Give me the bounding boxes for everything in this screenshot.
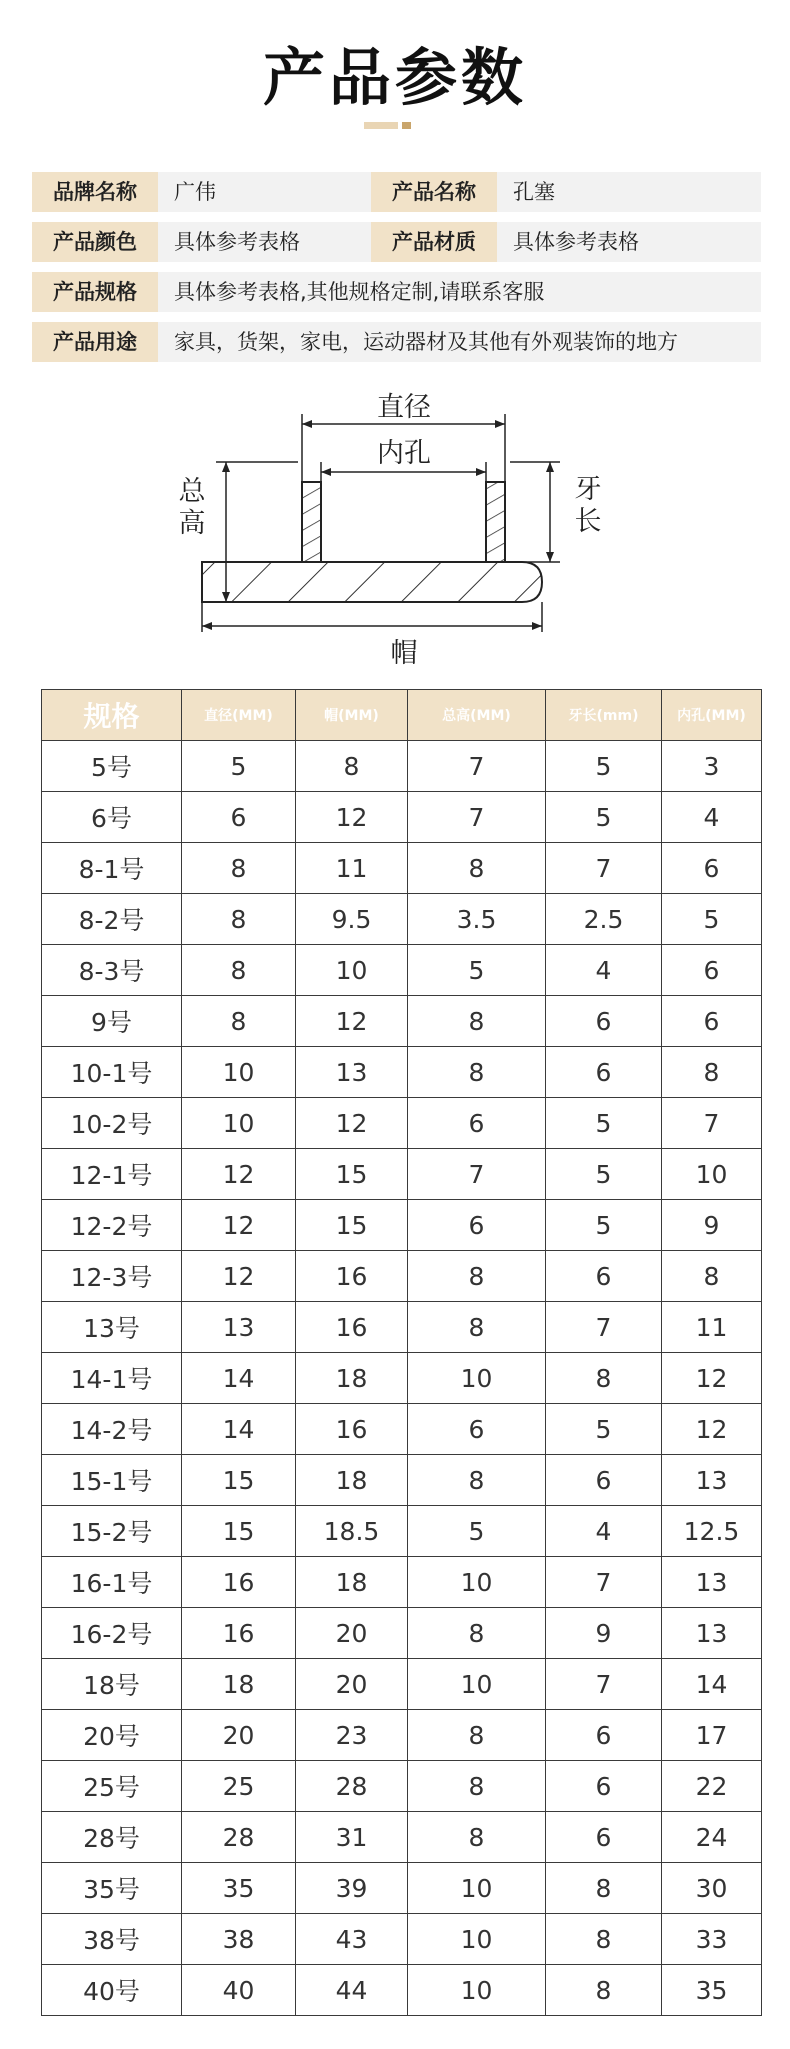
table-row [42,1404,762,1455]
cell-spec: 20号 [42,1710,182,1761]
cell-cap: 20 [296,1608,408,1659]
cell-total-height: 10 [408,1965,546,2016]
cell-spec: 12-1号 [42,1149,182,1200]
total-height-label-bottom: 高 [178,508,206,539]
cell-cap: 44 [296,1965,408,2016]
cell-inner-hole: 13 [662,1608,762,1659]
cell-thread-length: 5 [546,1404,662,1455]
cell-diameter: 8 [182,843,296,894]
cell-total-height: 8 [408,1455,546,1506]
cell-thread-length: 4 [546,945,662,996]
table-row [42,996,762,1047]
cell-spec: 9号 [42,996,182,1047]
cell-thread-length: 7 [546,1659,662,1710]
table-row [42,1812,762,1863]
cell-thread-length: 2.5 [546,894,662,945]
header-diameter: 直径(MM) [182,690,296,741]
cell-spec: 5号 [42,741,182,792]
cell-spec: 16-2号 [42,1608,182,1659]
cell-diameter: 13 [182,1302,296,1353]
cell-total-height: 6 [408,1098,546,1149]
cell-spec: 35号 [42,1863,182,1914]
cell-inner-hole: 9 [662,1200,762,1251]
cell-thread-length: 8 [546,1353,662,1404]
table-row [42,945,762,996]
table-header-row [42,690,762,741]
cell-inner-hole: 8 [662,1047,762,1098]
param-label: 产品用途 [32,322,158,362]
diameter-label: 直径 [377,392,431,423]
table-row [42,1149,762,1200]
cell-cap: 12 [296,1098,408,1149]
cell-diameter: 8 [182,945,296,996]
cell-thread-length: 6 [546,1812,662,1863]
cell-diameter: 12 [182,1200,296,1251]
cell-cap: 11 [296,843,408,894]
cell-total-height: 7 [408,1149,546,1200]
param-row-brand [32,172,761,212]
table-row [42,1659,762,1710]
cell-spec: 15-2号 [42,1506,182,1557]
table-row [42,741,762,792]
header-cap: 帽(MM) [296,690,408,741]
param-value: 具体参考表格 [513,230,639,254]
param-label: 产品名称 [371,172,497,212]
table-row [42,1506,762,1557]
param-value: 具体参考表格,其他规格定制,请联系客服 [174,280,545,304]
dimension-diagram [170,380,620,680]
cell-spec: 28号 [42,1812,182,1863]
table-row [42,1251,762,1302]
cell-total-height: 8 [408,1608,546,1659]
table-row [42,843,762,894]
cell-total-height: 8 [408,1761,546,1812]
inner-hole-label: 内孔 [377,438,431,469]
thread-length-label-bottom: 长 [574,506,602,537]
cell-cap: 16 [296,1302,408,1353]
cell-cap: 16 [296,1251,408,1302]
table-row [42,1761,762,1812]
cell-diameter: 40 [182,1965,296,2016]
table-row [42,1353,762,1404]
cell-spec: 8-3号 [42,945,182,996]
table-row [42,1608,762,1659]
cell-cap: 28 [296,1761,408,1812]
cell-thread-length: 5 [546,792,662,843]
cell-total-height: 8 [408,1251,546,1302]
cell-total-height: 8 [408,996,546,1047]
cell-total-height: 10 [408,1353,546,1404]
cell-thread-length: 6 [546,1455,662,1506]
cell-thread-length: 5 [546,1098,662,1149]
cell-diameter: 28 [182,1812,296,1863]
table-row [42,1455,762,1506]
cell-spec: 40号 [42,1965,182,2016]
param-label: 品牌名称 [32,172,158,212]
cell-diameter: 8 [182,996,296,1047]
table-row [42,1200,762,1251]
cell-spec: 6号 [42,792,182,843]
cell-diameter: 14 [182,1404,296,1455]
cell-total-height: 7 [408,792,546,843]
cell-diameter: 15 [182,1506,296,1557]
table-row [42,1863,762,1914]
param-row-color [32,222,761,262]
cell-thread-length: 5 [546,1200,662,1251]
cell-thread-length: 6 [546,1251,662,1302]
cell-spec: 8-1号 [42,843,182,894]
cell-total-height: 5 [408,1506,546,1557]
cell-spec: 12-2号 [42,1200,182,1251]
param-label: 产品材质 [371,222,497,262]
cell-inner-hole: 13 [662,1455,762,1506]
title-underline-accent [402,122,411,129]
cell-total-height: 6 [408,1404,546,1455]
header-spec: 规格 [42,690,182,741]
param-label: 产品规格 [32,272,158,312]
cell-diameter: 16 [182,1608,296,1659]
cell-cap: 12 [296,792,408,843]
cell-total-height: 3.5 [408,894,546,945]
cell-inner-hole: 4 [662,792,762,843]
cell-spec: 25号 [42,1761,182,1812]
cell-cap: 16 [296,1404,408,1455]
cell-thread-length: 9 [546,1608,662,1659]
cell-inner-hole: 5 [662,894,762,945]
param-value: 孔塞 [513,180,555,204]
cell-spec: 15-1号 [42,1455,182,1506]
cell-cap: 18.5 [296,1506,408,1557]
cell-cap: 15 [296,1200,408,1251]
table-row [42,1098,762,1149]
cell-inner-hole: 6 [662,996,762,1047]
cell-spec: 10-1号 [42,1047,182,1098]
cell-total-height: 10 [408,1659,546,1710]
header-thread-length: 牙长(mm) [546,690,662,741]
cell-diameter: 25 [182,1761,296,1812]
cell-spec: 16-1号 [42,1557,182,1608]
cell-thread-length: 6 [546,1761,662,1812]
cell-thread-length: 7 [546,1557,662,1608]
cell-diameter: 20 [182,1710,296,1761]
cell-thread-length: 6 [546,1047,662,1098]
cell-inner-hole: 17 [662,1710,762,1761]
title-underline [364,122,398,129]
cell-total-height: 6 [408,1200,546,1251]
cell-inner-hole: 12 [662,1404,762,1455]
cell-thread-length: 6 [546,1710,662,1761]
cell-inner-hole: 22 [662,1761,762,1812]
cell-diameter: 12 [182,1149,296,1200]
cell-thread-length: 5 [546,1149,662,1200]
cell-diameter: 14 [182,1353,296,1404]
cell-diameter: 10 [182,1098,296,1149]
cell-total-height: 5 [408,945,546,996]
cell-cap: 15 [296,1149,408,1200]
cell-inner-hole: 8 [662,1251,762,1302]
table-row [42,1710,762,1761]
cell-total-height: 8 [408,843,546,894]
cell-diameter: 16 [182,1557,296,1608]
cell-total-height: 8 [408,1047,546,1098]
cell-inner-hole: 11 [662,1302,762,1353]
param-value: 具体参考表格 [174,230,300,254]
cell-cap: 18 [296,1455,408,1506]
cell-cap: 10 [296,945,408,996]
table-row [42,792,762,843]
cell-thread-length: 6 [546,996,662,1047]
cell-total-height: 10 [408,1914,546,1965]
cell-inner-hole: 6 [662,945,762,996]
cell-inner-hole: 6 [662,843,762,894]
cell-diameter: 12 [182,1251,296,1302]
cell-cap: 13 [296,1047,408,1098]
header-total-height: 总高(MM) [408,690,546,741]
header-inner-hole: 内孔(MM) [662,690,762,741]
cell-thread-length: 4 [546,1506,662,1557]
cell-inner-hole: 12 [662,1353,762,1404]
table-row [42,1965,762,2016]
cell-total-height: 8 [408,1302,546,1353]
cell-thread-length: 5 [546,741,662,792]
cell-cap: 31 [296,1812,408,1863]
cell-spec: 12-3号 [42,1251,182,1302]
cell-cap: 8 [296,741,408,792]
cell-inner-hole: 30 [662,1863,762,1914]
cell-cap: 9.5 [296,894,408,945]
cell-total-height: 10 [408,1557,546,1608]
param-label: 产品颜色 [32,222,158,262]
cell-diameter: 5 [182,741,296,792]
cell-total-height: 7 [408,741,546,792]
table-row [42,1302,762,1353]
cell-total-height: 8 [408,1710,546,1761]
table-row [42,1047,762,1098]
cell-thread-length: 8 [546,1863,662,1914]
cell-thread-length: 7 [546,843,662,894]
cell-diameter: 6 [182,792,296,843]
param-value: 家具，货架，家电，运动器材及其他有外观装饰的地方 [174,330,678,354]
param-row-usage [32,322,761,362]
cell-spec: 38号 [42,1914,182,1965]
cell-inner-hole: 3 [662,741,762,792]
param-value: 广伟 [174,180,216,204]
cell-inner-hole: 10 [662,1149,762,1200]
cell-diameter: 15 [182,1455,296,1506]
cell-thread-length: 8 [546,1914,662,1965]
cell-cap: 23 [296,1710,408,1761]
table-row [42,1914,762,1965]
cell-diameter: 35 [182,1863,296,1914]
cell-spec: 14-1号 [42,1353,182,1404]
cell-diameter: 10 [182,1047,296,1098]
param-row-spec [32,272,761,312]
cell-spec: 8-2号 [42,894,182,945]
cell-cap: 12 [296,996,408,1047]
cell-inner-hole: 33 [662,1914,762,1965]
cell-thread-length: 8 [546,1965,662,2016]
cell-inner-hole: 13 [662,1557,762,1608]
table-row [42,1557,762,1608]
cell-diameter: 8 [182,894,296,945]
cell-diameter: 38 [182,1914,296,1965]
cell-inner-hole: 14 [662,1659,762,1710]
cell-cap: 18 [296,1557,408,1608]
total-height-label-top: 总 [178,476,206,507]
cell-spec: 10-2号 [42,1098,182,1149]
cap-label: 帽 [390,638,418,669]
cell-inner-hole: 12.5 [662,1506,762,1557]
cell-inner-hole: 24 [662,1812,762,1863]
cell-cap: 43 [296,1914,408,1965]
cell-spec: 18号 [42,1659,182,1710]
cell-inner-hole: 7 [662,1098,762,1149]
thread-length-label-top: 牙 [574,474,602,505]
cell-spec: 14-2号 [42,1404,182,1455]
cell-spec: 13号 [42,1302,182,1353]
cell-diameter: 18 [182,1659,296,1710]
page-title: 产品参数 [262,41,527,114]
cell-cap: 20 [296,1659,408,1710]
cell-cap: 18 [296,1353,408,1404]
cell-cap: 39 [296,1863,408,1914]
spec-table [41,689,762,2016]
cell-thread-length: 7 [546,1302,662,1353]
table-row [42,894,762,945]
cell-total-height: 8 [408,1812,546,1863]
cell-inner-hole: 35 [662,1965,762,2016]
cell-total-height: 10 [408,1863,546,1914]
